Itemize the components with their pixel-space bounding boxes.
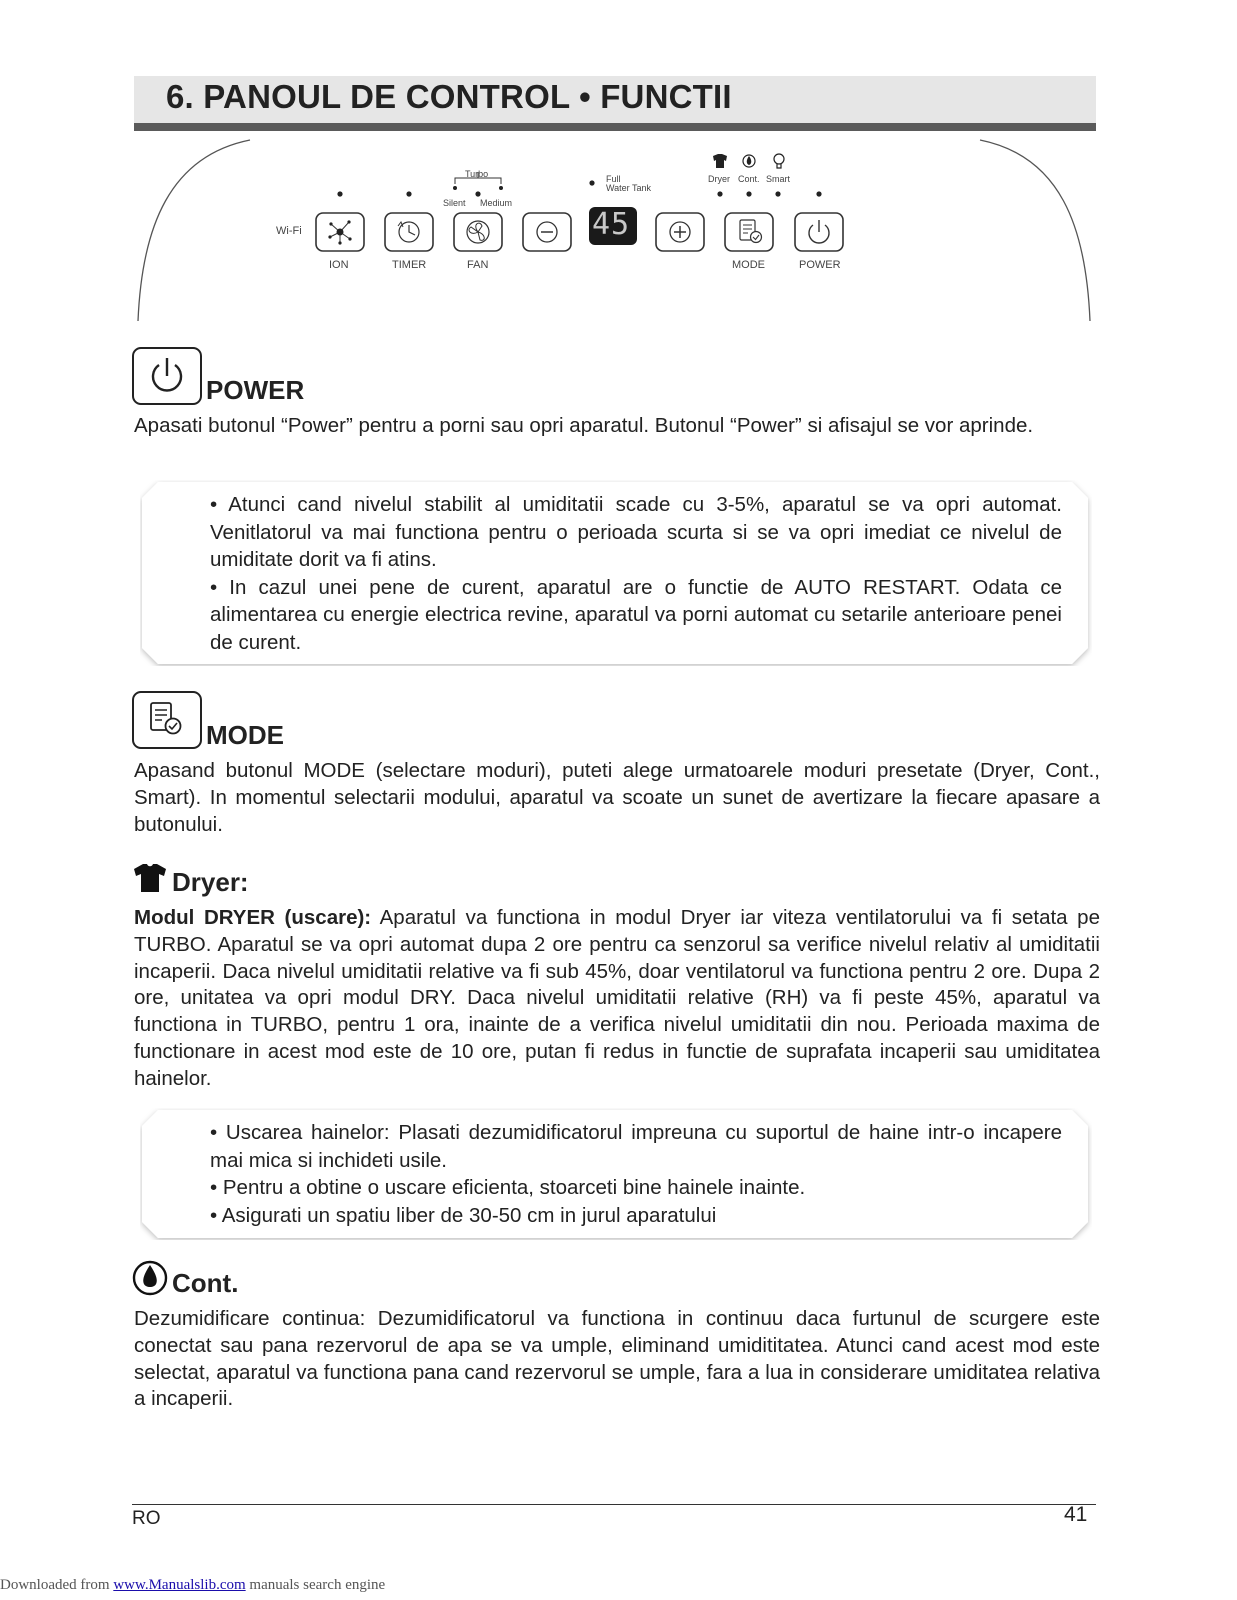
language-code: RO: [132, 1508, 161, 1529]
cont-indicator-label: Cont.: [738, 174, 760, 184]
mode-title: MODE: [206, 720, 284, 750]
section-header: [134, 76, 1096, 123]
dryer-note-box: [140, 1108, 1092, 1240]
shirt-icon: [133, 863, 167, 893]
medium-label: Medium: [480, 198, 513, 208]
mode-button-icon-box: [132, 691, 202, 749]
dryer-indicator-label: Dryer: [708, 174, 730, 184]
power-description: Apasati butonul “Power” pentru a porni sau opri aparatul. Butonul “Power” si afisajul se vor aprinde.: [134, 414, 1034, 437]
mode-icon: [134, 693, 200, 747]
power-title: POWER: [206, 375, 305, 405]
download-suffix: manuals search engine: [245, 1577, 386, 1593]
power-icon: [134, 349, 200, 403]
page-number: 41: [1064, 1503, 1088, 1526]
cont-description: Dezumidificare continua: Dezumidificatorul va functiona in continuu daca furtunul de scurgere este conectat sau pana rezervorul de apa se va umple, eliminand umidititatea. Atunci cand acest mod este selectat, aparatul va functiona pana cand rezervorul se umple, fara a lua in considerare umiditatea relativa a incaperii.: [134, 1307, 1100, 1411]
control-panel-illustration: [130, 136, 1110, 336]
dryer-note-1: • Uscarea hainelor: Plasati dezumidificatorul impreuna cu suportul de haine intr-o incapere mai mica si inchideti usile.: [210, 1121, 1062, 1172]
wifi-label: Wi-Fi: [276, 225, 302, 237]
dryer-description: [134, 905, 1100, 1093]
power-button-icon-box: [132, 347, 202, 405]
timer-label: TIMER: [392, 259, 427, 271]
humidity-display: 45: [592, 207, 631, 242]
smart-indicator-label: Smart: [766, 174, 791, 184]
footer-rule: [132, 1504, 1096, 1505]
dryer-title: Dryer:: [172, 867, 249, 897]
power-note-box: [140, 480, 1092, 666]
header-rule: [134, 123, 1096, 131]
power-note-1: • Atunci cand nivelul stabilit al umiditatii scade cu 3-5%, aparatul se va opri automat. Venitlatorul va mai functiona pentru o perioada scurta si se va opri imediat ce nivelul de umiditate dorit va fi atins.: [210, 493, 1062, 571]
mode-label: MODE: [732, 259, 765, 271]
download-prefix: Downloaded from: [0, 1577, 114, 1593]
silent-label: Silent: [443, 198, 466, 208]
mode-description: Apasand butonul MODE (selectare moduri), puteti alege urmatoarele moduri presetate (Dryer, Cont., Smart). In momentul selectarii modului, aparatul va scoate un sunet de avertizare la fiecare apasare a butonului.: [134, 759, 1100, 836]
dryer-body: Aparatul va functiona in modul Dryer iar viteza ventilatorului va fi setata pe TURBO. Aparatul se va opri automat dupa 2 ore pentru ca senzorul sa verifice nivelul relativ al umiditatii incaperii. Daca nivelul umiditatii relative va fi sub 45%, doar ventilatorul va functiona pentru 2 ore. Dupa 2 ore, unitatea va opri modul DRY. Daca nivelul umiditatii relative (RH) va fi peste 45%, aparatul va functiona in TURBO, pentru 1 ora, inainte de a verifica nivelul umiditatii din nou. Perioada maxima de functionare in acest mod este de 10 ore, putan fi redus in functie de suprafata incaperii sau umiditatea hainelor.: [134, 906, 1100, 1090]
fan-label: FAN: [467, 259, 489, 271]
full-label: Full: [606, 174, 621, 184]
dryer-note-3: • Asigurati un spatiu liber de 30-50 cm in jurul aparatului: [210, 1203, 717, 1227]
power-note-2: • In cazul unei pene de curent, aparatul are o functie de AUTO RESTART. Odata ce alimentarea cu energie electrica revine, aparatul va porni automat cu setarile anterioare penei de curent.: [210, 575, 1062, 654]
page-title: 6. PANOUL DE CONTROL • FUNCTII: [166, 78, 732, 115]
ion-label: ION: [329, 259, 349, 271]
turbo-label: Turbo: [465, 169, 489, 179]
download-attribution: [0, 1577, 385, 1594]
cont-title: Cont.: [172, 1268, 239, 1298]
power-label: POWER: [799, 259, 841, 271]
water-drop-icon: [131, 1259, 169, 1297]
manualslib-link[interactable]: www.Manualslib.com: [113, 1577, 246, 1593]
dryer-lead: Modul DRYER (uscare):: [134, 906, 372, 929]
dryer-note-2: • Pentru a obtine o uscare eficienta, stoarceti bine hainele inainte.: [210, 1176, 806, 1199]
water-tank-label: Water Tank: [606, 183, 652, 193]
